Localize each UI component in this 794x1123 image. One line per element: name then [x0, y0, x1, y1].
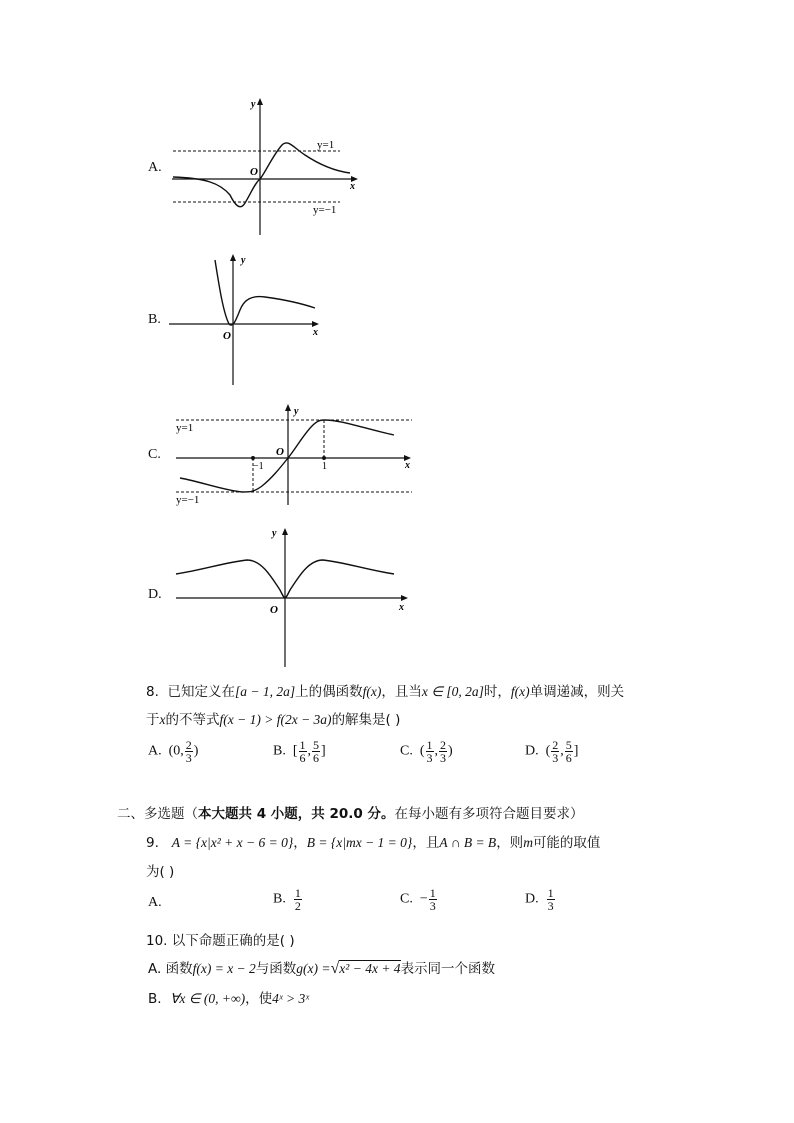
axis-y-label: y: [251, 99, 256, 110]
option-c-label: C.: [148, 447, 161, 462]
asymptote-y1-label: y=1: [317, 139, 335, 151]
origin-label: O: [276, 446, 284, 458]
question-10-stem: 10. 以下命题正确的是( ): [146, 933, 295, 949]
axis-x-label: x: [399, 602, 404, 613]
question-9-line2: 为( ): [146, 864, 175, 880]
graph-option-c: [172, 400, 417, 510]
option-d-label: D.: [148, 587, 162, 602]
q9-option-a[interactable]: A.: [148, 895, 162, 910]
asymptote-ym1-label: y=−1: [313, 204, 337, 216]
q8-option-a[interactable]: A. (0, $\frac{2}{3}$ ): [148, 738, 199, 765]
question-8-line1: 8. 已知定义在[a − 1, 2a]上的偶函数f(x)，且当x ∈ [0, 2a]时，f(x)单调递减，则关: [146, 684, 625, 700]
option-b-label: B.: [148, 312, 161, 327]
axis-y-label: y: [294, 406, 299, 417]
graph-option-d: [172, 522, 417, 670]
graph-option-b: [165, 250, 330, 390]
fraction: $\frac{2}{3}$: [185, 738, 192, 765]
asymptote-ym1-label: y=−1: [176, 494, 200, 506]
q9-option-d[interactable]: D. $\frac{1}{3}$: [525, 886, 554, 913]
question-8-line2: 于x的不等式f(x − 1) > f(2x − 3a)的解集是( ): [146, 712, 401, 728]
tick-neg1-label: −1: [253, 461, 264, 472]
axis-x-label: x: [313, 327, 318, 338]
section-heading: 二、多选题（本大题共 4 小题，共 20.0 分。在每小题有多项符合题目要求）: [117, 806, 584, 822]
q8-option-c[interactable]: C. ( $\frac{1}{3}$ , $\frac{2}{3}$ ): [400, 738, 453, 765]
question-9-line1: 9. A = {x|x² + x − 6 = 0}，B = {x|mx − 1 = 0}，且A ∩ B = B，则m可能的取值: [146, 835, 601, 851]
q10-option-b[interactable]: B. ∀x ∈ (0, +∞)，使4ˣ > 3ˣ: [148, 991, 310, 1007]
origin-label: O: [223, 330, 231, 342]
asymptote-y1-label: y=1: [176, 422, 194, 434]
axis-x-label: x: [405, 460, 410, 471]
tick-1-label: 1: [322, 461, 327, 472]
q10-option-a[interactable]: A. 函数f(x) = x − 2与函数g(x) =√x² − 4x + 4表示同一个函数: [148, 960, 496, 977]
question-number: 9.: [146, 835, 159, 851]
q8-option-b[interactable]: B. [ $\frac{1}{6}$ , $\frac{5}{6}$ ]: [273, 738, 326, 765]
axis-y-label: y: [241, 255, 246, 266]
q9-option-b[interactable]: B. $\frac{1}{2}$: [273, 886, 301, 913]
option-a-label: A.: [148, 160, 162, 175]
origin-label: O: [250, 166, 258, 178]
graph-option-a: [165, 95, 365, 240]
q8-option-d[interactable]: D. ( $\frac{2}{3}$ , $\frac{5}{6}$ ]: [525, 738, 579, 765]
axis-y-label: y: [272, 528, 277, 539]
origin-label: O: [270, 604, 278, 616]
axis-x-label: x: [350, 181, 355, 192]
q9-option-c[interactable]: C. − $\frac{1}{3}$: [400, 886, 436, 913]
question-number: 8.: [146, 684, 159, 700]
